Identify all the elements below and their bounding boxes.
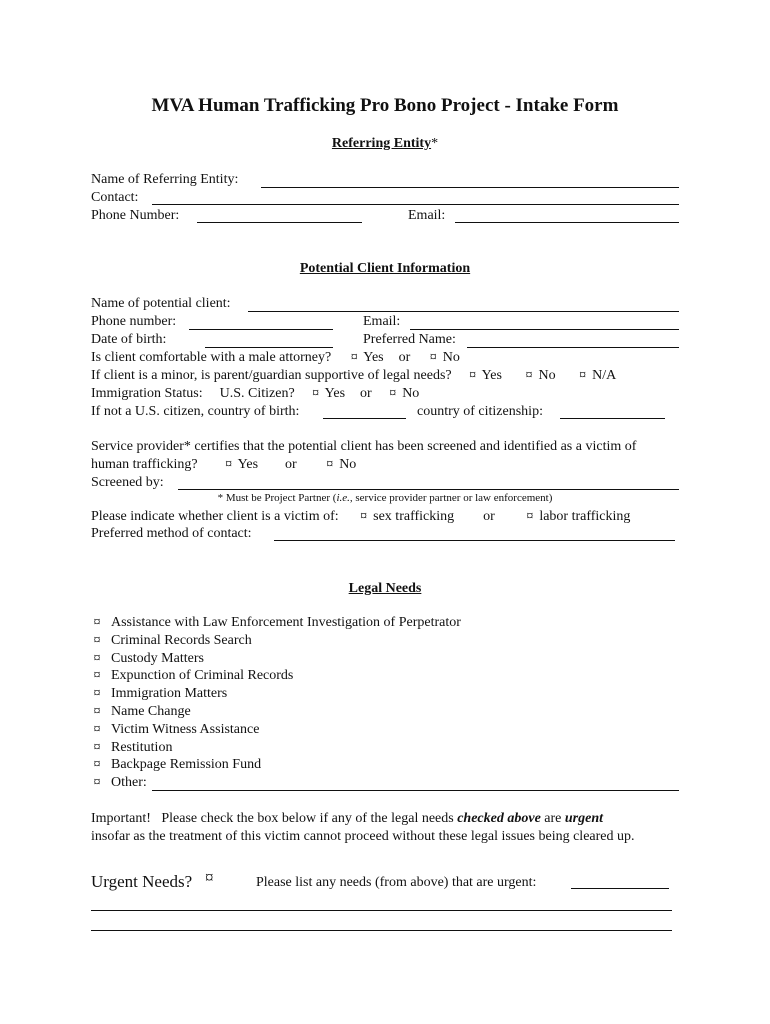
client-phone-field[interactable] [189,329,333,330]
asterisk: * [431,136,439,151]
client-name-label: Name of potential client: [91,296,231,311]
minor-no-checkbox[interactable]: ¤ [525,368,533,383]
legal-need-checkbox[interactable]: ¤ [93,632,101,648]
certify-row [91,458,356,472]
contact-label: Contact: [91,190,139,205]
or-label: or [398,350,411,365]
minor-na-label: N/A [592,368,617,383]
legal-need-checkbox[interactable]: ¤ [93,757,101,773]
preferred-name-field[interactable] [467,347,679,348]
footnote [0,493,770,504]
legal-need-item [91,723,259,737]
referring-name-label: Name of Referring Entity: [91,172,239,187]
citizen-yes-checkbox[interactable]: ¤ [312,386,320,401]
important-line-1 [91,812,603,826]
legal-need-label: Other: [111,775,147,791]
minor-no-label: No [538,368,556,383]
client-email-label: Email: [363,314,401,329]
legal-need-item [91,776,147,790]
important-text-a: Important! Please check the box below if any of the legal needs [91,811,458,826]
legal-need-checkbox[interactable]: ¤ [93,775,101,791]
immigration-label: Immigration Status: [91,386,203,401]
citizenship-label: country of citizenship: [417,404,543,419]
referring-email-label: Email: [408,208,446,223]
labor-trafficking-label: labor trafficking [539,509,631,524]
certify-line-2: human trafficking? [91,457,198,472]
legal-need-checkbox[interactable]: ¤ [93,721,101,737]
minor-na-checkbox[interactable]: ¤ [579,368,587,383]
legal-need-label: Restitution [111,739,173,755]
client-heading: Potential Client Information [299,261,471,276]
certify-yes-label: Yes [237,457,259,472]
urgent-list-label: Please list any needs (from above) that are urgent: [256,875,537,890]
footnote-post: service provider partner or law enforcement) [352,492,553,504]
minor-question: If client is a minor, is parent/guardian supportive of legal needs? [91,368,452,383]
urgent-needs-checkbox[interactable]: ¤ [205,868,214,887]
citizenship-field[interactable] [560,418,665,419]
urgent-line-2[interactable] [91,930,672,931]
citizen-no-label: No [402,386,420,401]
or-label: or [285,457,297,472]
referring-phone-field[interactable] [197,222,362,223]
us-citizen-label: U.S. Citizen? [219,386,295,401]
immigration-row [91,387,419,401]
referring-phone-label: Phone Number: [91,208,180,223]
important-text-b: checked above [457,811,541,826]
legal-need-label: Immigration Matters [111,686,228,702]
legal-need-checkbox[interactable]: ¤ [93,739,101,755]
legal-need-label: Criminal Records Search [111,632,252,648]
male-attorney-no-label: No [442,350,460,365]
referring-heading [0,137,770,151]
dob-field[interactable] [205,347,333,348]
legal-need-checkbox[interactable]: ¤ [93,615,101,630]
male-attorney-yes-checkbox[interactable]: ¤ [350,350,358,365]
or-label: or [483,509,495,524]
important-text-d: urgent [564,811,604,826]
legal-need-item [91,741,172,755]
male-attorney-question: Is client comfortable with a male attorney? [91,350,332,365]
legal-need-item [91,669,293,683]
referring-heading-text: Referring Entity [331,136,432,151]
preferred-name-label: Preferred Name: [363,332,456,347]
or-label: or [360,386,372,401]
contact-method-field[interactable] [274,540,675,541]
legal-need-item [91,687,227,701]
contact-field[interactable] [152,204,679,205]
country-birth-label: If not a U.S. citizen, country of birth: [91,404,300,419]
country-birth-field[interactable] [323,418,406,419]
client-name-field[interactable] [248,311,679,312]
male-attorney-row [91,351,460,365]
legal-need-label: Custody Matters [111,650,204,666]
dob-label: Date of birth: [91,332,167,347]
legal-need-item [91,616,461,630]
legal-need-label: Backpage Remission Fund [111,757,262,773]
footnote-ie: i.e., [336,492,353,504]
legal-need-item [91,652,204,666]
male-attorney-no-checkbox[interactable]: ¤ [429,350,437,365]
footnote-pre: * Must be Project Partner ( [217,492,337,504]
form-title: MVA Human Trafficking Pro Bono Project - Intake Form [151,95,619,116]
screened-by-label: Screened by: [91,475,164,490]
certify-yes-checkbox[interactable]: ¤ [225,457,233,472]
citizen-yes-label: Yes [324,386,346,401]
minor-row [91,369,616,383]
certify-no-label: No [339,457,357,472]
client-email-field[interactable] [410,329,679,330]
referring-name-field[interactable] [261,187,679,188]
urgent-list-field[interactable] [571,888,669,889]
legal-heading: Legal Needs [348,581,422,596]
victim-row [91,510,630,524]
screened-by-field[interactable] [178,489,679,490]
legal-need-label: Name Change [111,704,191,719]
citizen-no-checkbox[interactable]: ¤ [389,386,397,401]
legal-need-label: Expunction of Criminal Records [111,668,294,684]
victim-question: Please indicate whether client is a victim of: [91,509,339,524]
certify-line-1: Service provider* certifies that the potential client has been screened and identified as a victim of [91,439,637,454]
certify-no-checkbox[interactable]: ¤ [326,457,334,472]
sex-trafficking-checkbox[interactable]: ¤ [360,509,368,524]
labor-trafficking-checkbox[interactable]: ¤ [526,509,534,524]
legal-need-checkbox[interactable]: ¤ [93,650,101,666]
legal-need-item [91,758,261,772]
legal-need-item [91,705,191,719]
referring-email-field[interactable] [455,222,679,223]
male-attorney-yes-label: Yes [363,350,384,365]
urgent-needs-label: Urgent Needs? [91,872,193,891]
legal-need-checkbox[interactable]: ¤ [93,668,101,684]
sex-trafficking-label: sex trafficking [373,509,455,524]
legal-need-checkbox[interactable]: ¤ [93,704,101,719]
important-text-c: are [540,811,565,826]
client-phone-label: Phone number: [91,314,177,329]
contact-method-label: Preferred method of contact: [91,526,252,541]
minor-yes-label: Yes [481,368,502,383]
legal-need-checkbox[interactable]: ¤ [93,686,101,702]
important-line-2: insofar as the treatment of this victim cannot proceed without these legal issues being cleared up. [91,829,635,844]
other-field[interactable] [152,790,679,791]
legal-need-item [91,634,252,648]
legal-need-label: Victim Witness Assistance [111,721,260,737]
urgent-line-1[interactable] [91,910,672,911]
legal-need-label: Assistance with Law Enforcement Investigation of Perpetrator [111,615,461,630]
minor-yes-checkbox[interactable]: ¤ [469,368,477,383]
